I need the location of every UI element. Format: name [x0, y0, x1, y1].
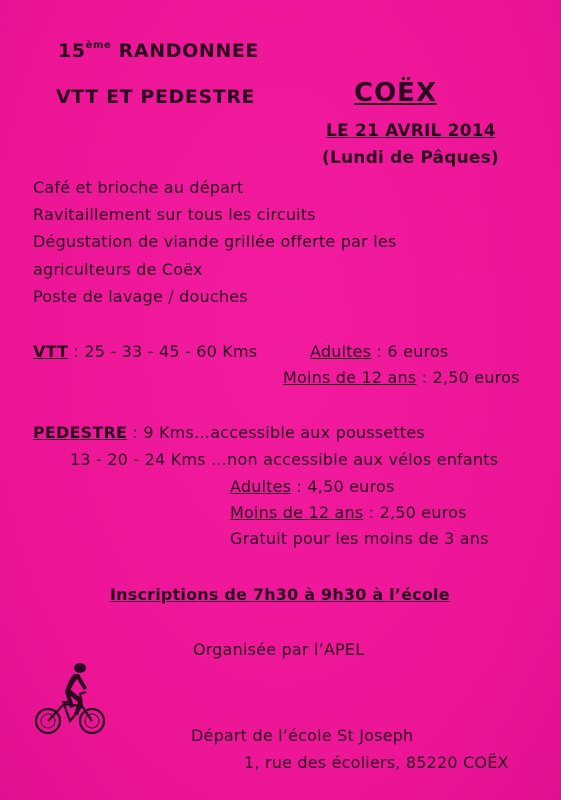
amenity-item: Poste de lavage / douches	[33, 287, 248, 306]
organizer: Organisée par l’APEL	[193, 640, 365, 659]
pedestre-adults-label: Adultes	[230, 477, 292, 496]
mountain-biker-icon	[34, 658, 108, 740]
edition-suffix: ème	[85, 39, 112, 51]
vtt-line	[33, 342, 257, 361]
vtt-adults-price: : 6 euros	[371, 342, 449, 361]
registration-hours: Inscriptions de 7h30 à 9h30 à l’école	[110, 585, 450, 604]
pedestre-label: PEDESTRE	[33, 423, 128, 442]
edition-number: 15	[58, 40, 86, 62]
departure-address: 1, rue des écoliers, 85220 COËX	[244, 753, 509, 772]
amenity-item: Ravitaillement sur tous les circuits	[33, 205, 316, 224]
town-name: COËX	[354, 78, 437, 108]
pedestre-adult-price	[230, 477, 394, 496]
pedestre-under12-price	[230, 503, 467, 522]
pedestre-under12-price-value: : 2,50 euros	[363, 503, 467, 522]
amenity-item: agriculteurs de Coëx	[33, 260, 203, 279]
amenity-item: Café et brioche au départ	[33, 178, 244, 197]
vtt-under12-label: Moins de 12 ans	[283, 368, 417, 387]
vtt-under12-price-value: : 2,50 euros	[416, 368, 520, 387]
vtt-under12-price	[283, 368, 520, 387]
event-date-note: (Lundi de Pâques)	[322, 148, 499, 168]
pedestre-under12-label: Moins de 12 ans	[230, 503, 364, 522]
event-date: LE 21 AVRIL 2014	[326, 121, 496, 141]
departure-location: Départ de l’école St Joseph	[191, 726, 414, 745]
pedestre-line1	[33, 423, 425, 442]
pedestre-line2: 13 - 20 - 24 Kms …non accessible aux vélos enfants	[70, 450, 499, 469]
vtt-label: VTT	[33, 342, 69, 361]
vtt-adult-price	[310, 342, 448, 361]
vtt-distances: : 25 - 33 - 45 - 60 Kms	[68, 342, 258, 361]
pedestre-adults-price: : 4,50 euros	[291, 477, 395, 496]
event-title-line2: VTT ET PEDESTRE	[56, 86, 256, 108]
vtt-adults-label: Adultes	[310, 342, 372, 361]
pedestre-free-note: Gratuit pour les moins de 3 ans	[230, 529, 489, 548]
event-title-line1	[58, 40, 259, 62]
pedestre-short-route: : 9 Kms…accessible aux poussettes	[127, 423, 425, 442]
event-name: RANDONNEE	[118, 40, 259, 62]
amenity-item: Dégustation de viande grillée offerte par les	[33, 232, 397, 251]
